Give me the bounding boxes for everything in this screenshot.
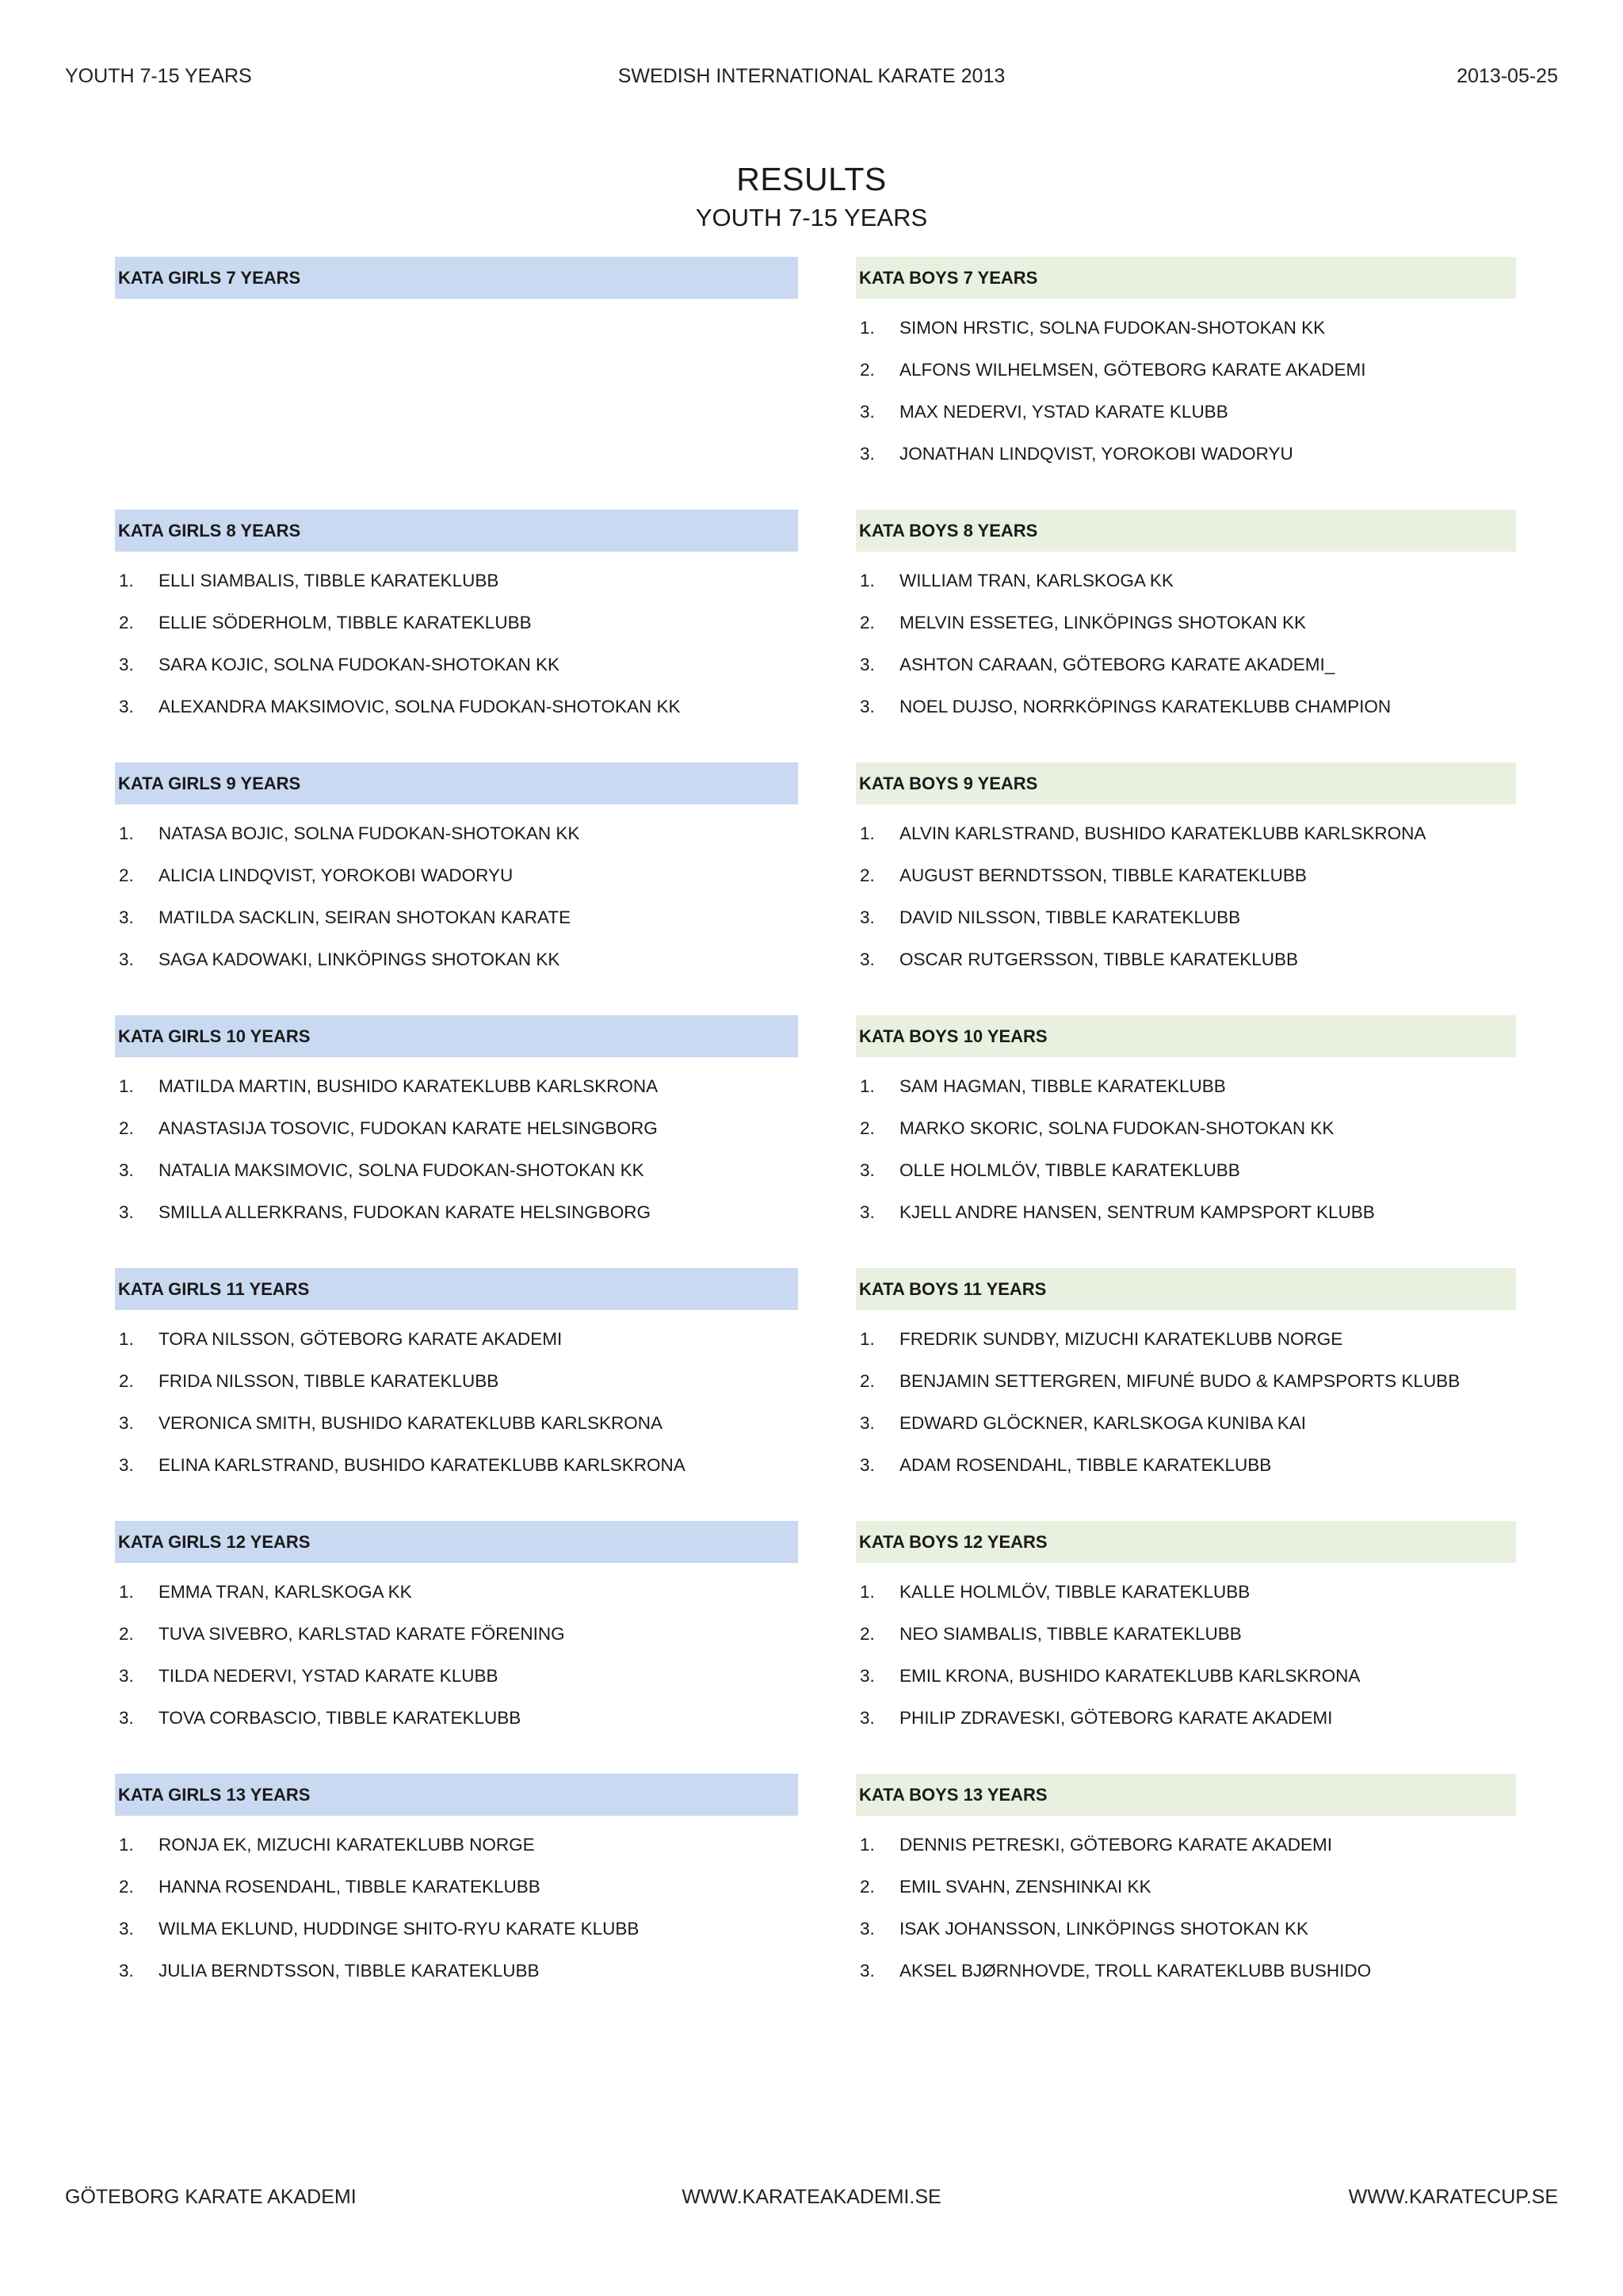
results-list (856, 560, 1516, 728)
footer-website-karatecup[interactable]: WWW.KARATECUP.SE (1348, 2186, 1558, 2208)
page-title: RESULTS (736, 161, 887, 197)
result-rank: 2. (860, 1624, 875, 1644)
result-rank: 2. (119, 613, 134, 632)
result-rank: 1. (860, 1329, 875, 1349)
result-rank: 3. (119, 1708, 134, 1728)
result-name: HANNA ROSENDAHL, TIBBLE KARATEKLUBB (158, 1877, 540, 1897)
result-row (856, 560, 1516, 602)
category-block (115, 1774, 798, 2027)
results-list (115, 1824, 798, 1992)
results-list (856, 1065, 1516, 1233)
category-block (856, 1774, 1516, 2027)
result-name: EDWARD GLÖCKNER, KARLSKOGA KUNIBA KAI (899, 1413, 1307, 1433)
result-row (856, 1613, 1516, 1655)
result-row (856, 433, 1516, 475)
result-rank: 3. (119, 1202, 134, 1222)
result-name: KJELL ANDRE HANSEN, SENTRUM KAMPSPORT KLUBB (899, 1202, 1375, 1222)
result-rank: 1. (860, 1076, 875, 1096)
header-event: SWEDISH INTERNATIONAL KARATE 2013 (617, 65, 1006, 87)
result-row (115, 1824, 798, 1866)
result-name: AKSEL BJØRNHOVDE, TROLL KARATEKLUBB BUSHIDO (899, 1961, 1372, 1981)
result-row (115, 1908, 798, 1950)
result-row (856, 812, 1516, 854)
result-rank: 2. (860, 1118, 875, 1138)
result-row (856, 391, 1516, 433)
results-list (115, 812, 798, 980)
result-rank: 3. (119, 1961, 134, 1981)
result-rank: 2. (119, 1877, 134, 1897)
results-list (115, 560, 798, 728)
category-block (856, 510, 1516, 762)
result-rank: 1. (119, 1582, 134, 1602)
result-row (115, 1191, 798, 1233)
result-name: DAVID NILSSON, TIBBLE KARATEKLUBB (899, 907, 1241, 927)
result-name: ALVIN KARLSTRAND, BUSHIDO KARATEKLUBB KARLSKRONA (899, 823, 1426, 843)
result-name: KALLE HOLMLÖV, TIBBLE KARATEKLUBB (899, 1582, 1251, 1602)
result-rank: 3. (860, 949, 875, 969)
result-row (115, 896, 798, 938)
result-name: ELLI SIAMBALIS, TIBBLE KARATEKLUBB (158, 571, 499, 590)
result-name: ELLIE SÖDERHOLM, TIBBLE KARATEKLUBB (158, 613, 532, 632)
category-header: KATA BOYS 9 YEARS (856, 762, 1516, 804)
result-row (856, 1149, 1516, 1191)
category-block (856, 257, 1516, 510)
category-block (115, 1015, 798, 1268)
result-row (115, 1613, 798, 1655)
result-name: ISAK JOHANSSON, LINKÖPINGS SHOTOKAN KK (899, 1919, 1308, 1939)
result-row (115, 1950, 798, 1992)
result-name: MARKO SKORIC, SOLNA FUDOKAN-SHOTOKAN KK (899, 1118, 1335, 1138)
result-row (856, 1402, 1516, 1444)
page-header (65, 65, 1558, 88)
result-row (115, 1402, 798, 1444)
result-row (115, 1107, 798, 1149)
result-row (856, 896, 1516, 938)
title-block (0, 159, 1623, 235)
result-name: TILDA NEDERVI, YSTAD KARATE KLUBB (158, 1666, 498, 1686)
result-rank: 2. (860, 865, 875, 885)
category-header: KATA BOYS 8 YEARS (856, 510, 1516, 552)
result-rank: 1. (119, 1076, 134, 1096)
result-rank: 1. (119, 823, 134, 843)
footer-website-akademi[interactable]: WWW.KARATEAKADEMI.SE (682, 2186, 941, 2208)
result-name: NATASA BOJIC, SOLNA FUDOKAN-SHOTOKAN KK (158, 823, 580, 843)
result-rank: 3. (860, 907, 875, 927)
result-row (115, 1571, 798, 1613)
result-name: ALICIA LINDQVIST, YOROKOBI WADORYU (158, 865, 514, 885)
result-row (115, 1360, 798, 1402)
result-name: WILLIAM TRAN, KARLSKOGA KK (899, 571, 1174, 590)
result-rank: 1. (860, 318, 875, 338)
result-name: ALFONS WILHELMSEN, GÖTEBORG KARATE AKADEMI (899, 360, 1366, 380)
category-header: KATA GIRLS 12 YEARS (115, 1521, 798, 1563)
result-row (115, 1318, 798, 1360)
result-rank: 3. (860, 1455, 875, 1475)
result-row (115, 644, 798, 686)
result-row (856, 644, 1516, 686)
result-row (115, 854, 798, 896)
results-list (856, 307, 1516, 475)
category-header: KATA GIRLS 9 YEARS (115, 762, 798, 804)
result-name: EMMA TRAN, KARLSKOGA KK (158, 1582, 412, 1602)
result-row (115, 1655, 798, 1697)
result-rank: 3. (119, 655, 134, 674)
category-header: KATA BOYS 11 YEARS (856, 1268, 1516, 1310)
result-name: TORA NILSSON, GÖTEBORG KARATE AKADEMI (158, 1329, 563, 1349)
result-rank: 3. (860, 1202, 875, 1222)
result-name: ASHTON CARAAN, GÖTEBORG KARATE AKADEMI_ (899, 655, 1335, 674)
result-name: SAGA KADOWAKI, LINKÖPINGS SHOTOKAN KK (158, 949, 560, 969)
result-row (856, 1191, 1516, 1233)
result-rank: 3. (860, 444, 875, 464)
result-name: MAX NEDERVI, YSTAD KARATE KLUBB (899, 402, 1228, 422)
result-row (856, 1360, 1516, 1402)
result-rank: 3. (860, 1413, 875, 1433)
result-name: JONATHAN LINDQVIST, YOROKOBI WADORYU (899, 444, 1293, 464)
category-header: KATA GIRLS 10 YEARS (115, 1015, 798, 1057)
result-row (856, 1697, 1516, 1739)
result-name: SIMON HRSTIC, SOLNA FUDOKAN-SHOTOKAN KK (899, 318, 1326, 338)
result-rank: 2. (119, 1624, 134, 1644)
result-row (856, 1655, 1516, 1697)
girls-column (115, 257, 798, 2027)
result-rank: 3. (119, 697, 134, 716)
result-name: FREDRIK SUNDBY, MIZUCHI KARATEKLUBB NORGE (899, 1329, 1343, 1349)
result-rank: 3. (119, 1413, 134, 1433)
results-list (115, 1318, 798, 1486)
result-name: OLLE HOLMLÖV, TIBBLE KARATEKLUBB (899, 1160, 1240, 1180)
results-list (115, 1065, 798, 1233)
boys-column (856, 257, 1516, 2027)
results-list (856, 812, 1516, 980)
page-footer (65, 2186, 1558, 2209)
result-rank: 2. (860, 1877, 875, 1897)
result-row (856, 854, 1516, 896)
category-header: KATA BOYS 10 YEARS (856, 1015, 1516, 1057)
result-name: ELINA KARLSTRAND, BUSHIDO KARATEKLUBB KARLSKRONA (158, 1455, 685, 1475)
footer-organizer: GÖTEBORG KARATE AKADEMI (65, 2186, 357, 2208)
result-name: NOEL DUJSO, NORRKÖPINGS KARATEKLUBB CHAMPION (899, 697, 1392, 716)
result-rank: 3. (860, 402, 875, 422)
result-row (856, 349, 1516, 391)
category-header: KATA GIRLS 7 YEARS (115, 257, 798, 299)
result-row (115, 812, 798, 854)
result-name: AUGUST BERNDTSSON, TIBBLE KARATEKLUBB (899, 865, 1307, 885)
result-rank: 1. (860, 1582, 875, 1602)
category-header: KATA BOYS 7 YEARS (856, 257, 1516, 299)
category-header: KATA BOYS 12 YEARS (856, 1521, 1516, 1563)
result-row (115, 1866, 798, 1908)
result-row (856, 938, 1516, 980)
category-header: KATA GIRLS 8 YEARS (115, 510, 798, 552)
category-block (115, 1268, 798, 1521)
result-row (856, 602, 1516, 644)
result-row (115, 1697, 798, 1739)
category-block (115, 510, 798, 762)
result-rank: 1. (860, 1835, 875, 1855)
result-name: MATILDA SACKLIN, SEIRAN SHOTOKAN KARATE (158, 907, 571, 927)
result-row (856, 1318, 1516, 1360)
result-rank: 3. (860, 655, 875, 674)
result-name: ADAM ROSENDAHL, TIBBLE KARATEKLUBB (899, 1455, 1272, 1475)
category-block (115, 1521, 798, 1774)
result-name: VERONICA SMITH, BUSHIDO KARATEKLUBB KARLSKRONA (158, 1413, 663, 1433)
result-rank: 2. (119, 865, 134, 885)
result-row (856, 1065, 1516, 1107)
result-rank: 3. (860, 1961, 875, 1981)
result-name: EMIL KRONA, BUSHIDO KARATEKLUBB KARLSKRONA (899, 1666, 1361, 1686)
result-name: TUVA SIVEBRO, KARLSTAD KARATE FÖRENING (158, 1624, 565, 1644)
result-row (856, 686, 1516, 728)
result-rank: 3. (119, 949, 134, 969)
result-name: MELVIN ESSETEG, LINKÖPINGS SHOTOKAN KK (899, 613, 1307, 632)
result-name: NEO SIAMBALIS, TIBBLE KARATEKLUBB (899, 1624, 1242, 1644)
result-rank: 3. (119, 1666, 134, 1686)
category-block (115, 257, 798, 510)
result-row (856, 1866, 1516, 1908)
result-name: SMILLA ALLERKRANS, FUDOKAN KARATE HELSINGBORG (158, 1202, 651, 1222)
result-rank: 3. (860, 1708, 875, 1728)
result-row (856, 307, 1516, 349)
category-block (856, 1015, 1516, 1268)
category-block (856, 1521, 1516, 1774)
result-name: SARA KOJIC, SOLNA FUDOKAN-SHOTOKAN KK (158, 655, 559, 674)
result-row (856, 1444, 1516, 1486)
result-name: PHILIP ZDRAVESKI, GÖTEBORG KARATE AKADEMI (899, 1708, 1333, 1728)
result-row (856, 1950, 1516, 1992)
result-rank: 3. (119, 907, 134, 927)
result-name: WILMA EKLUND, HUDDINGE SHITO-RYU KARATE KLUBB (158, 1919, 640, 1939)
result-rank: 3. (860, 1919, 875, 1939)
result-name: ANASTASIJA TOSOVIC, FUDOKAN KARATE HELSINGBORG (158, 1118, 658, 1138)
result-name: DENNIS PETRESKI, GÖTEBORG KARATE AKADEMI (899, 1835, 1332, 1855)
result-rank: 2. (860, 360, 875, 380)
category-header: KATA GIRLS 11 YEARS (115, 1268, 798, 1310)
result-rank: 2. (119, 1371, 134, 1391)
result-row (856, 1908, 1516, 1950)
result-rank: 2. (860, 613, 875, 632)
result-rank: 3. (119, 1160, 134, 1180)
result-name: TOVA CORBASCIO, TIBBLE KARATEKLUBB (158, 1708, 521, 1728)
result-rank: 3. (860, 1160, 875, 1180)
result-name: BENJAMIN SETTERGREN, MIFUNÉ BUDO & KAMPSPORTS KLUBB (899, 1371, 1461, 1391)
results-list (115, 1571, 798, 1739)
result-rank: 2. (119, 1118, 134, 1138)
result-name: MATILDA MARTIN, BUSHIDO KARATEKLUBB KARLSKRONA (158, 1076, 659, 1096)
result-rank: 3. (860, 697, 875, 716)
results-list (856, 1571, 1516, 1739)
result-row (115, 938, 798, 980)
result-rank: 2. (860, 1371, 875, 1391)
result-name: NATALIA MAKSIMOVIC, SOLNA FUDOKAN-SHOTOKAN KK (158, 1160, 644, 1180)
result-row (115, 1149, 798, 1191)
result-row (115, 560, 798, 602)
result-name: OSCAR RUTGERSSON, TIBBLE KARATEKLUBB (899, 949, 1299, 969)
result-name: ALEXANDRA MAKSIMOVIC, SOLNA FUDOKAN-SHOTOKAN KK (158, 697, 681, 716)
result-name: SAM HAGMAN, TIBBLE KARATEKLUBB (899, 1076, 1226, 1096)
header-date: 2013-05-25 (1457, 65, 1558, 87)
result-row (856, 1107, 1516, 1149)
result-name: RONJA EK, MIZUCHI KARATEKLUBB NORGE (158, 1835, 535, 1855)
result-row (115, 1444, 798, 1486)
result-name: FRIDA NILSSON, TIBBLE KARATEKLUBB (158, 1371, 499, 1391)
result-rank: 1. (860, 823, 875, 843)
category-block (856, 762, 1516, 1015)
result-name: JULIA BERNDTSSON, TIBBLE KARATEKLUBB (158, 1961, 540, 1981)
category-block (856, 1268, 1516, 1521)
results-list (856, 1318, 1516, 1486)
result-row (115, 686, 798, 728)
results-list (856, 1824, 1516, 1992)
result-row (856, 1571, 1516, 1613)
result-rank: 1. (860, 571, 875, 590)
page-subtitle: YOUTH 7-15 YEARS (695, 204, 928, 231)
result-row (115, 1065, 798, 1107)
category-header: KATA GIRLS 13 YEARS (115, 1774, 798, 1816)
result-rank: 3. (119, 1455, 134, 1475)
header-category: YOUTH 7-15 YEARS (65, 65, 252, 87)
category-block (115, 762, 798, 1015)
result-row (856, 1824, 1516, 1866)
result-rank: 1. (119, 1329, 134, 1349)
result-name: EMIL SVAHN, ZENSHINKAI KK (899, 1877, 1151, 1897)
result-rank: 3. (119, 1919, 134, 1939)
result-row (115, 602, 798, 644)
result-rank: 1. (119, 571, 134, 590)
result-rank: 1. (119, 1835, 134, 1855)
result-rank: 3. (860, 1666, 875, 1686)
category-header: KATA BOYS 13 YEARS (856, 1774, 1516, 1816)
